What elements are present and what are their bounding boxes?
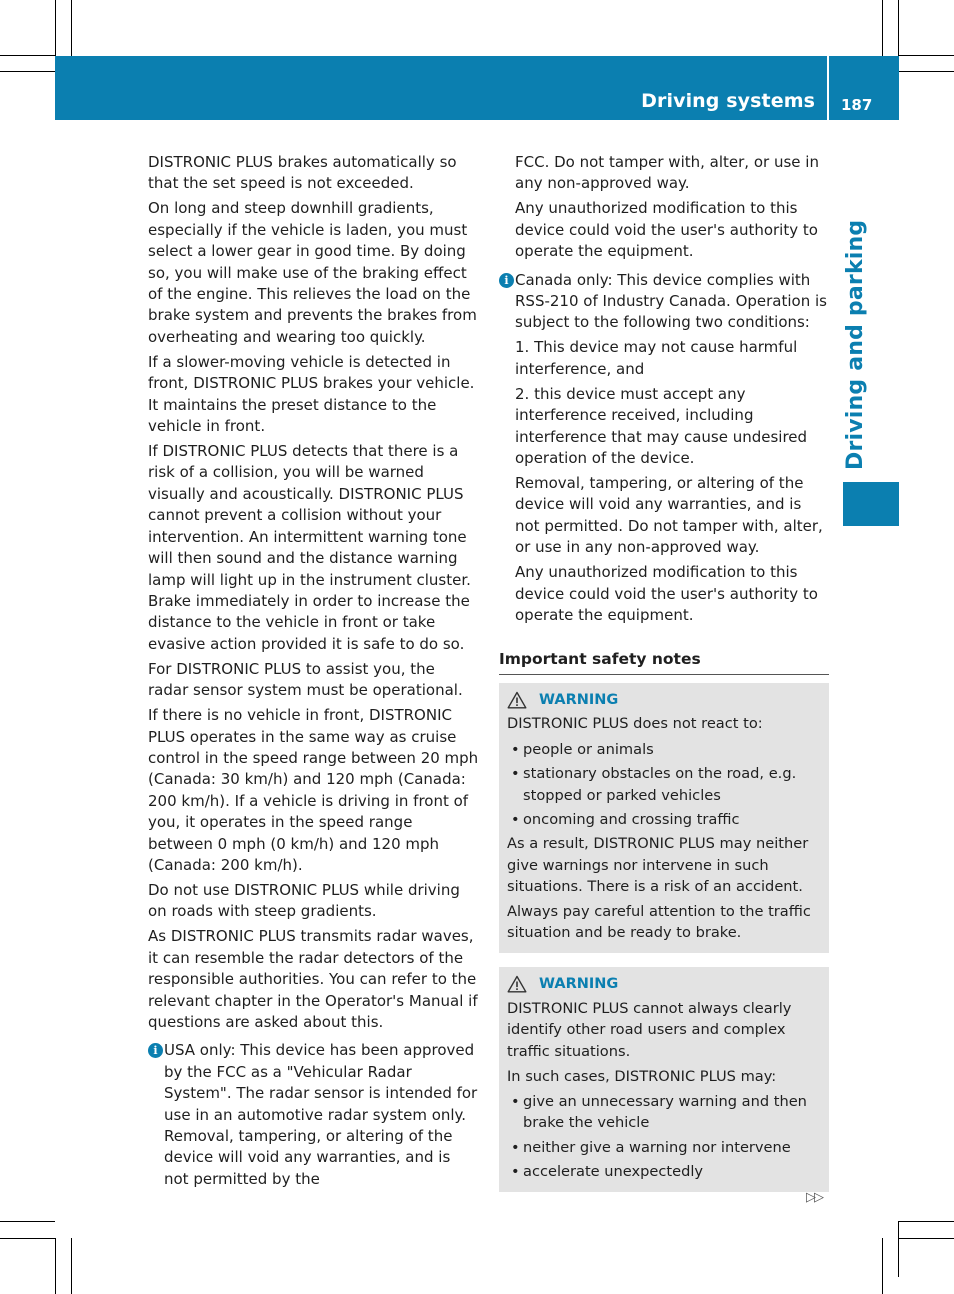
warning-bullet-list bbox=[507, 1091, 821, 1183]
list-item: • people or animals bbox=[507, 739, 821, 760]
list-item: • neither give a warning nor intervene bbox=[507, 1137, 821, 1158]
crop-mark bbox=[899, 55, 954, 56]
list-item: • oncoming and crossing traffic bbox=[507, 809, 821, 830]
crop-mark bbox=[899, 1238, 954, 1239]
paragraph: Any unauthorized modification to this device could void the user's authority to operate the equipment. bbox=[515, 563, 818, 625]
paragraph: Any unauthorized modification to this device could void the user's authority to operate the equipment. bbox=[515, 199, 818, 261]
warning-text: Always pay careful attention to the traffic situation and be ready to brake. bbox=[507, 903, 811, 942]
warning-intro: DISTRONIC PLUS cannot always clearly identify other road users and complex traffic situations. bbox=[507, 999, 792, 1060]
crop-mark bbox=[0, 1238, 55, 1239]
header-bar bbox=[55, 56, 899, 120]
paragraph: If a slower-moving vehicle is detected in front, DISTRONIC PLUS brakes your vehicle. It maintains the preset distance to the vehicle in front. bbox=[148, 352, 475, 436]
paragraph: Do not use DISTRONIC PLUS while driving on roads with steep gradients. bbox=[148, 880, 460, 921]
warning-intro: In such cases, DISTRONIC PLUS may: bbox=[507, 1067, 777, 1085]
warning-box bbox=[499, 967, 829, 1191]
crop-mark bbox=[71, 0, 72, 56]
paragraph: On long and steep downhill gradients, especially if the vehicle is laden, you must select a lower gear in good time. By doing so, you will make use of the braking effect of the engine. This relieves the load on the brake system and prevents the brakes from overheating and wearing too quickly. bbox=[148, 199, 477, 346]
info-icon: i bbox=[499, 273, 514, 288]
left-column bbox=[148, 152, 479, 1190]
paragraph: If there is no vehicle in front, DISTRONIC PLUS operates in the same way as cruise control in the speed range between 20 mph (Canada: 30 km/h) and 120 mph (Canada: 200 km/h). If a vehicle is driving in front of you, it operates in the speed range between 0 mph (0 km/h) and 120 mph (Canada: 200 km/h). bbox=[148, 706, 479, 874]
continue-marker-icon: ▷▷ bbox=[806, 1190, 822, 1205]
header-divider bbox=[827, 56, 829, 120]
crop-mark bbox=[882, 1238, 883, 1294]
info-text: USA only: This device has been approved by the FCC as a "Vehicular Radar System". The radar sensor is intended for use in an automotive radar system only. Removal, tampering, or altering of the device will void any warranties, and is not permitted by the bbox=[164, 1041, 478, 1188]
crop-mark bbox=[898, 0, 899, 56]
crop-mark bbox=[55, 1238, 56, 1294]
side-tab-label: Driving and parking bbox=[843, 219, 868, 470]
side-tab-marker bbox=[843, 482, 899, 526]
list-item: • give an unnecessary warning and then brake the vehicle bbox=[507, 1091, 821, 1134]
crop-mark bbox=[899, 1221, 954, 1222]
paragraph: DISTRONIC PLUS brakes automatically so that the set speed is not exceeded. bbox=[148, 153, 457, 193]
paragraph: Removal, tampering, or altering of the device will void any warranties, and is not permitted. Do not tamper with, alter, or use in any non-approved way. bbox=[515, 474, 823, 557]
warning-intro: DISTRONIC PLUS does not react to: bbox=[507, 715, 763, 733]
paragraph: If DISTRONIC PLUS detects that there is a risk of a collision, you will be warned visually and acoustically. DISTRONIC PLUS cannot prevent a collision without your intervention. An intermittent warning tone will then sound and the distance warning lamp will light up in the instrument cluster. Brake immediately in order to increase the distance to the vehicle in front or take evasive action provided it is safe to do so. bbox=[148, 442, 471, 653]
warning-header bbox=[507, 974, 821, 995]
paragraph: 2. this device must accept any interference received, including interference that may cause undesired operation of the device. bbox=[515, 384, 808, 468]
crop-mark bbox=[71, 1238, 72, 1294]
section-heading: Important safety notes bbox=[499, 649, 829, 675]
section-title: Driving systems bbox=[641, 90, 815, 112]
info-icon: i bbox=[148, 1043, 163, 1058]
warning-header bbox=[507, 690, 821, 711]
crop-mark bbox=[0, 55, 55, 56]
crop-mark bbox=[0, 71, 55, 72]
crop-mark bbox=[882, 0, 883, 56]
warning-box bbox=[499, 683, 829, 953]
paragraph: FCC. Do not tamper with, alter, or use in any non-approved way. bbox=[515, 153, 819, 193]
crop-mark bbox=[899, 71, 954, 72]
info-text: Canada only: This device complies with RSS-210 of Industry Canada. Operation is subject to the following two conditions: bbox=[515, 270, 827, 332]
warning-triangle-icon bbox=[507, 975, 527, 993]
list-item: • accelerate unexpectedly bbox=[507, 1161, 821, 1182]
warning-text: As a result, DISTRONIC PLUS may neither give warnings nor intervene in such situations. There is a risk of an accident. bbox=[507, 835, 809, 896]
right-column bbox=[499, 152, 829, 1192]
info-note-canada bbox=[499, 270, 829, 334]
warning-label: WARNING bbox=[539, 976, 619, 993]
page-number: 187 bbox=[841, 96, 873, 114]
paragraph: 1. This device may not cause harmful interference, and bbox=[515, 338, 798, 378]
crop-mark bbox=[0, 1221, 55, 1222]
info-note-usa bbox=[148, 1040, 479, 1190]
crop-mark bbox=[898, 1221, 899, 1277]
warning-label: WARNING bbox=[539, 691, 619, 708]
warning-triangle-icon bbox=[507, 691, 527, 709]
list-item: • stationary obstacles on the road, e.g. stopped or parked vehicles bbox=[507, 763, 821, 806]
paragraph: As DISTRONIC PLUS transmits radar waves, it can resemble the radar detectors of the responsible authorities. You can refer to the relevant chapter in the Operator's Manual if questions are asked about this. bbox=[148, 927, 478, 1031]
warning-bullet-list bbox=[507, 739, 821, 831]
crop-mark bbox=[55, 0, 56, 56]
paragraph: For DISTRONIC PLUS to assist you, the radar sensor system must be operational. bbox=[148, 659, 463, 700]
